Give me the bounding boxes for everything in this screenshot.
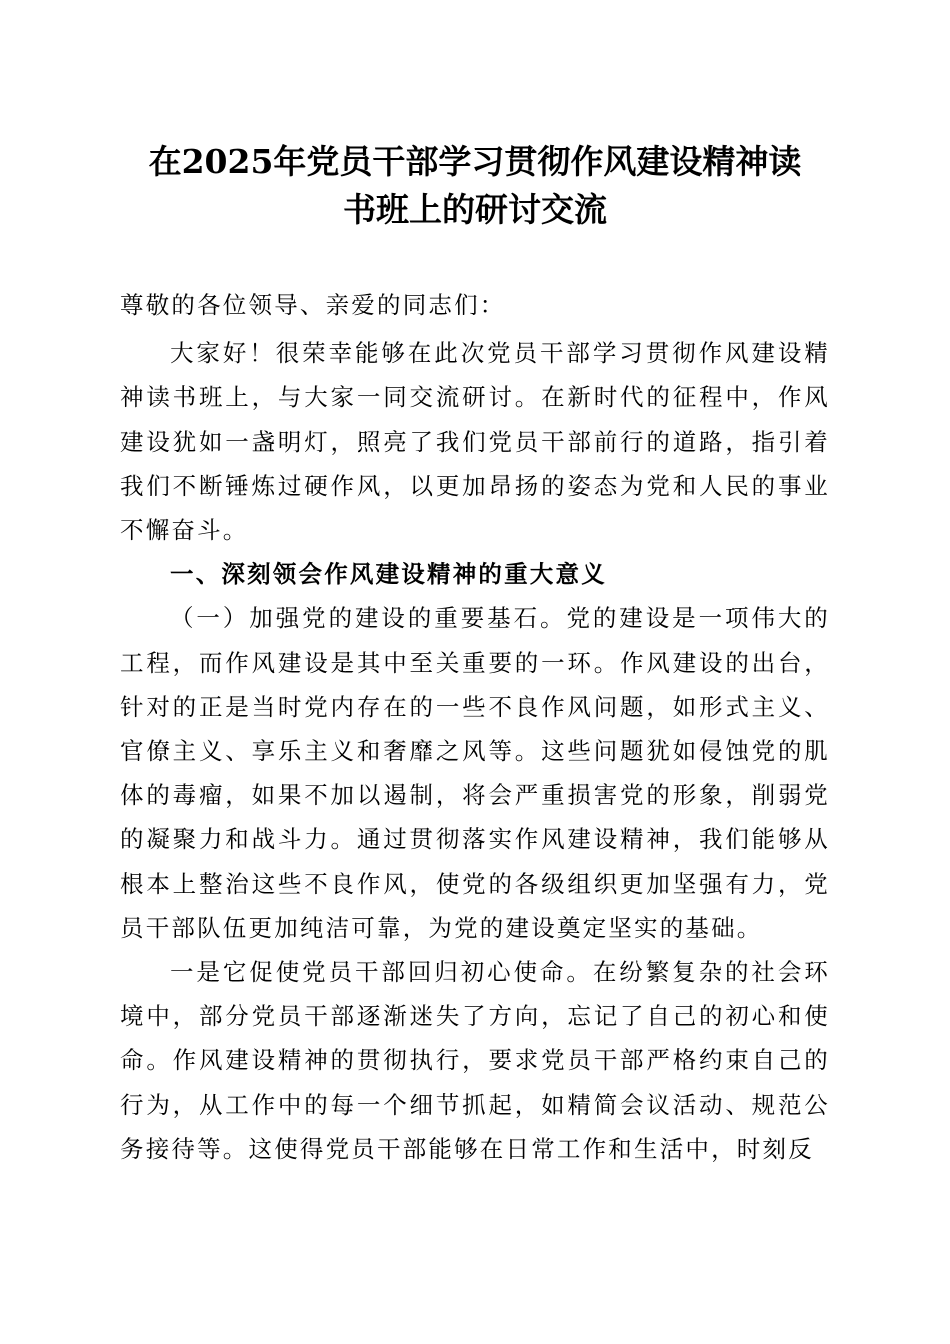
subsection-lead-1: （一）加强党的建设的重要基石。 — [170, 604, 567, 633]
intro-paragraph: 大家好！很荣幸能够在此次党员干部学习贯彻作风建设精神读书班上，与大家一同交流研讨。在新时代的征程中，作风建设犹如一盏明灯，照亮了我们党员干部前行的道路，指引着我们不断锤炼过硬作风，以更加昂扬的姿态为党和人民的事业不懈奋斗。 — [120, 339, 830, 545]
title-line-2: 书班上的研讨交流 — [343, 190, 607, 229]
document-body — [120, 283, 830, 1171]
subsection-paragraph-1 — [120, 596, 830, 950]
point-body-1: 在纷繁复杂的社会环境中，部分党员干部逐渐迷失了方向，忘记了自己的初心和使命。作风建设精神的贯彻执行，要求党员干部严格约束自己的行为，从工作中的每一个细节抓起，如精简会议活动、规范公务接待等。这使得党员干部能够在日常工作和生活中，时刻反 — [120, 958, 830, 1163]
document-title — [100, 138, 850, 234]
title-line-1: 在2025年党员干部学习贯彻作风建设精神读 — [148, 142, 802, 181]
salutation: 尊敬的各位领导、亲爱的同志们： — [120, 291, 506, 319]
subsection-body-1: 党的建设是一项伟大的工程，而作风建设是其中至关重要的一环。作风建设的出台，针对的正是当时党内存在的一些不良作风问题，如形式主义、官僚主义、享乐主义和奢靡之风等。这些问题犹如侵蚀党的肌体的毒瘤，如果不加以遏制，将会严重损害党的形象，削弱党的凝聚力和战斗力。通过贯彻落实作风建设精神，我们能够从根本上整治这些不良作风，使党的各级组织更加坚强有力，党员干部队伍更加纯洁可靠，为党的建设奠定坚实的基础。 — [120, 604, 830, 942]
point-lead-1: 一是它促使党员干部回归初心使命。 — [170, 958, 593, 987]
point-paragraph-1 — [120, 950, 830, 1171]
section-heading-1: 一、深刻领会作风建设精神的重大意义 — [170, 560, 607, 589]
